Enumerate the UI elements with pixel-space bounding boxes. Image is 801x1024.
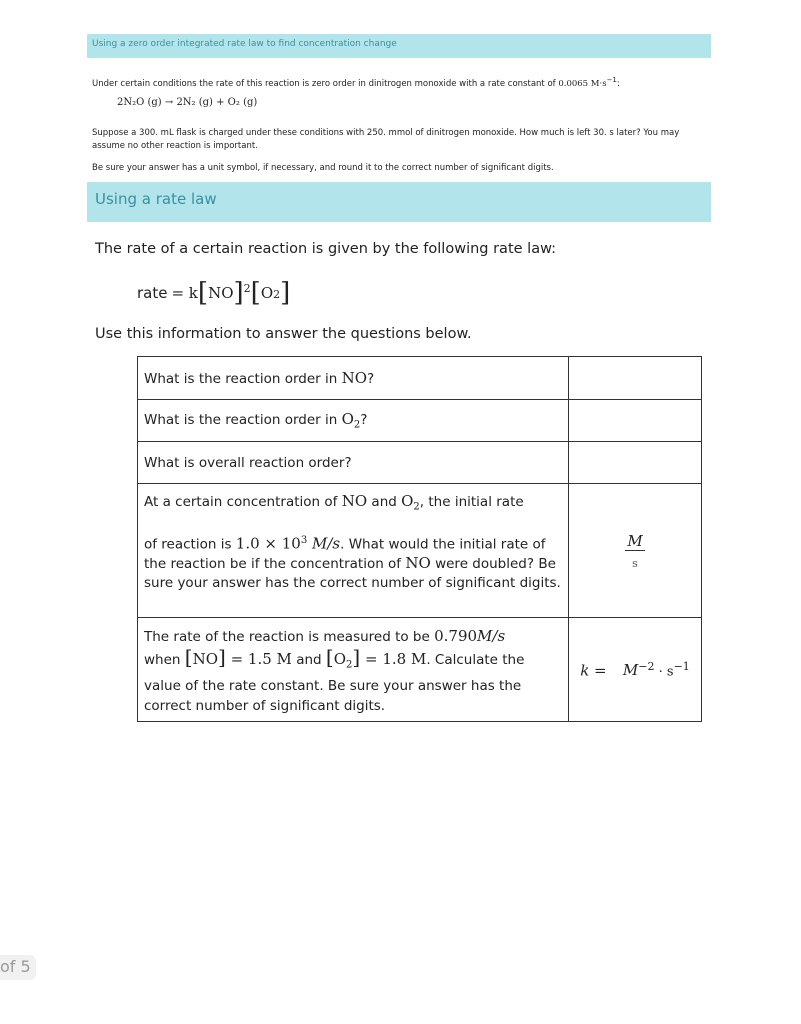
q4-d: of reaction is bbox=[144, 536, 236, 553]
q4-no: NO bbox=[341, 492, 368, 510]
section-header-rate-law bbox=[87, 182, 711, 222]
rate-equals-k: = k bbox=[171, 284, 198, 302]
page-indicator-text: of 5 bbox=[0, 957, 31, 976]
rate-label: rate bbox=[137, 284, 168, 302]
rate-law-equation bbox=[137, 275, 291, 308]
rate-no: NO bbox=[208, 284, 234, 302]
q5-o2: O bbox=[333, 650, 347, 668]
use-info-text: Use this information to answer the questions below. bbox=[95, 326, 472, 342]
intro-text: Under certain conditions the rate of this reaction is zero order in dinitrogen monoxide with a rate constant of bbox=[92, 78, 559, 89]
page-indicator bbox=[0, 955, 36, 980]
q4-a: At a certain concentration of bbox=[144, 494, 342, 510]
q4-f: were doubled? Be sure your answer has the correct number of significant digits. bbox=[144, 556, 561, 592]
q4-exp: 3 bbox=[300, 534, 308, 546]
rate-no-exp: 2 bbox=[243, 282, 251, 295]
q1-end: ? bbox=[367, 371, 375, 387]
q3-text: What is overall reaction order? bbox=[144, 454, 352, 471]
q4-val: 1.0 × 10 bbox=[235, 534, 301, 553]
bracket-close: ] bbox=[218, 645, 226, 669]
q4-b: and bbox=[367, 494, 402, 510]
order-o2-answer-input[interactable] bbox=[569, 400, 702, 442]
q5-o2-val: = 1.8 M bbox=[360, 650, 427, 668]
zero-order-question: Suppose a 300. mL flask is charged under these conditions with 250. mmol of dinitrogen monoxide. How much is left 30. s later? You may assume no other reaction is important. bbox=[92, 128, 680, 151]
q5-o2-sub: 2 bbox=[346, 659, 353, 671]
questions-table bbox=[137, 356, 702, 722]
bracket-close: ] bbox=[233, 278, 244, 308]
k-unit-m: M bbox=[622, 661, 639, 680]
q5-when: when bbox=[144, 652, 185, 668]
q1-species: NO bbox=[341, 369, 368, 387]
q4-o2-sub: 2 bbox=[413, 501, 420, 513]
section-header-title: Using a zero order integrated rate law to find concentration change bbox=[92, 39, 397, 49]
q5-b: . Calculate the value of the rate constant. Be sure your answer has the correct number of significant digits. bbox=[144, 652, 525, 714]
q4-e: . What would the initial rate of the reaction be if the concentration of bbox=[144, 536, 546, 573]
table-row bbox=[138, 442, 702, 484]
k-unit-m-exp: −2 bbox=[638, 659, 655, 673]
q5-no: NO bbox=[192, 650, 219, 668]
q4-o2: O bbox=[401, 492, 414, 510]
q2-text: What is the reaction order in bbox=[144, 412, 342, 429]
table-row bbox=[138, 400, 702, 442]
reaction-equation: 2N₂O (g) → 2N₂ (g) + O₂ (g) bbox=[117, 97, 258, 108]
q4-no2: NO bbox=[405, 554, 431, 573]
q4-c: , the initial rate bbox=[419, 494, 524, 510]
bracket-open: [ bbox=[197, 278, 209, 308]
table-row bbox=[138, 357, 702, 400]
rate-law-intro: The rate of a certain reaction is given by the following rate law: bbox=[95, 241, 557, 257]
table-row bbox=[138, 484, 702, 618]
question-cell bbox=[138, 442, 569, 484]
unit-denominator: s bbox=[632, 556, 638, 570]
rate-constant-exp: −1 bbox=[606, 76, 617, 84]
k-unit-s-exp: −1 bbox=[673, 659, 690, 673]
initial-rate-answer-input[interactable] bbox=[569, 484, 702, 618]
bracket-open: [ bbox=[184, 645, 193, 669]
section-header-zero-order bbox=[87, 34, 711, 58]
q1-text: What is the reaction order in bbox=[144, 371, 342, 387]
q5-no-val: = 1.5 M bbox=[225, 650, 292, 668]
question-cell bbox=[138, 357, 569, 400]
table-row bbox=[138, 618, 702, 722]
unit-numerator: M bbox=[627, 531, 643, 550]
rate-constant-value: 0.0065 M·s bbox=[558, 78, 607, 89]
q5-a: The rate of the reaction is measured to be bbox=[144, 629, 435, 645]
question-cell bbox=[138, 618, 569, 722]
bracket-close-2: ] bbox=[352, 645, 361, 669]
q2-end: ? bbox=[360, 412, 368, 429]
zero-order-intro bbox=[92, 74, 620, 91]
order-no-answer-input[interactable] bbox=[569, 357, 702, 400]
q5-val: 0.790 bbox=[434, 627, 478, 645]
question-cell bbox=[138, 400, 569, 442]
q2-sub: 2 bbox=[353, 419, 361, 431]
q4-unit: M/s bbox=[307, 534, 341, 553]
intro-colon: : bbox=[616, 78, 620, 89]
zero-order-instructions: Be sure your answer has a unit symbol, if necessary, and round it to the correct number of significant digits. bbox=[92, 163, 554, 173]
rate-o2: O bbox=[260, 284, 274, 302]
question-cell bbox=[138, 484, 569, 618]
bracket-open-2: [ bbox=[325, 645, 334, 669]
unit-fraction bbox=[625, 532, 644, 570]
bracket-close-2: ] bbox=[280, 278, 291, 308]
rate-constant-answer-input[interactable] bbox=[569, 618, 702, 722]
rate-o2-sub: 2 bbox=[273, 288, 281, 301]
bracket-open-2: [ bbox=[250, 278, 261, 308]
k-unit-s: · s bbox=[654, 664, 674, 680]
overall-order-answer-input[interactable] bbox=[569, 442, 702, 484]
q5-unit: M/s bbox=[477, 627, 506, 645]
section-header-title: Using a rate law bbox=[95, 190, 217, 208]
q2-species: O bbox=[341, 410, 354, 429]
q5-and: and bbox=[291, 652, 326, 668]
k-label: k = bbox=[580, 661, 607, 680]
